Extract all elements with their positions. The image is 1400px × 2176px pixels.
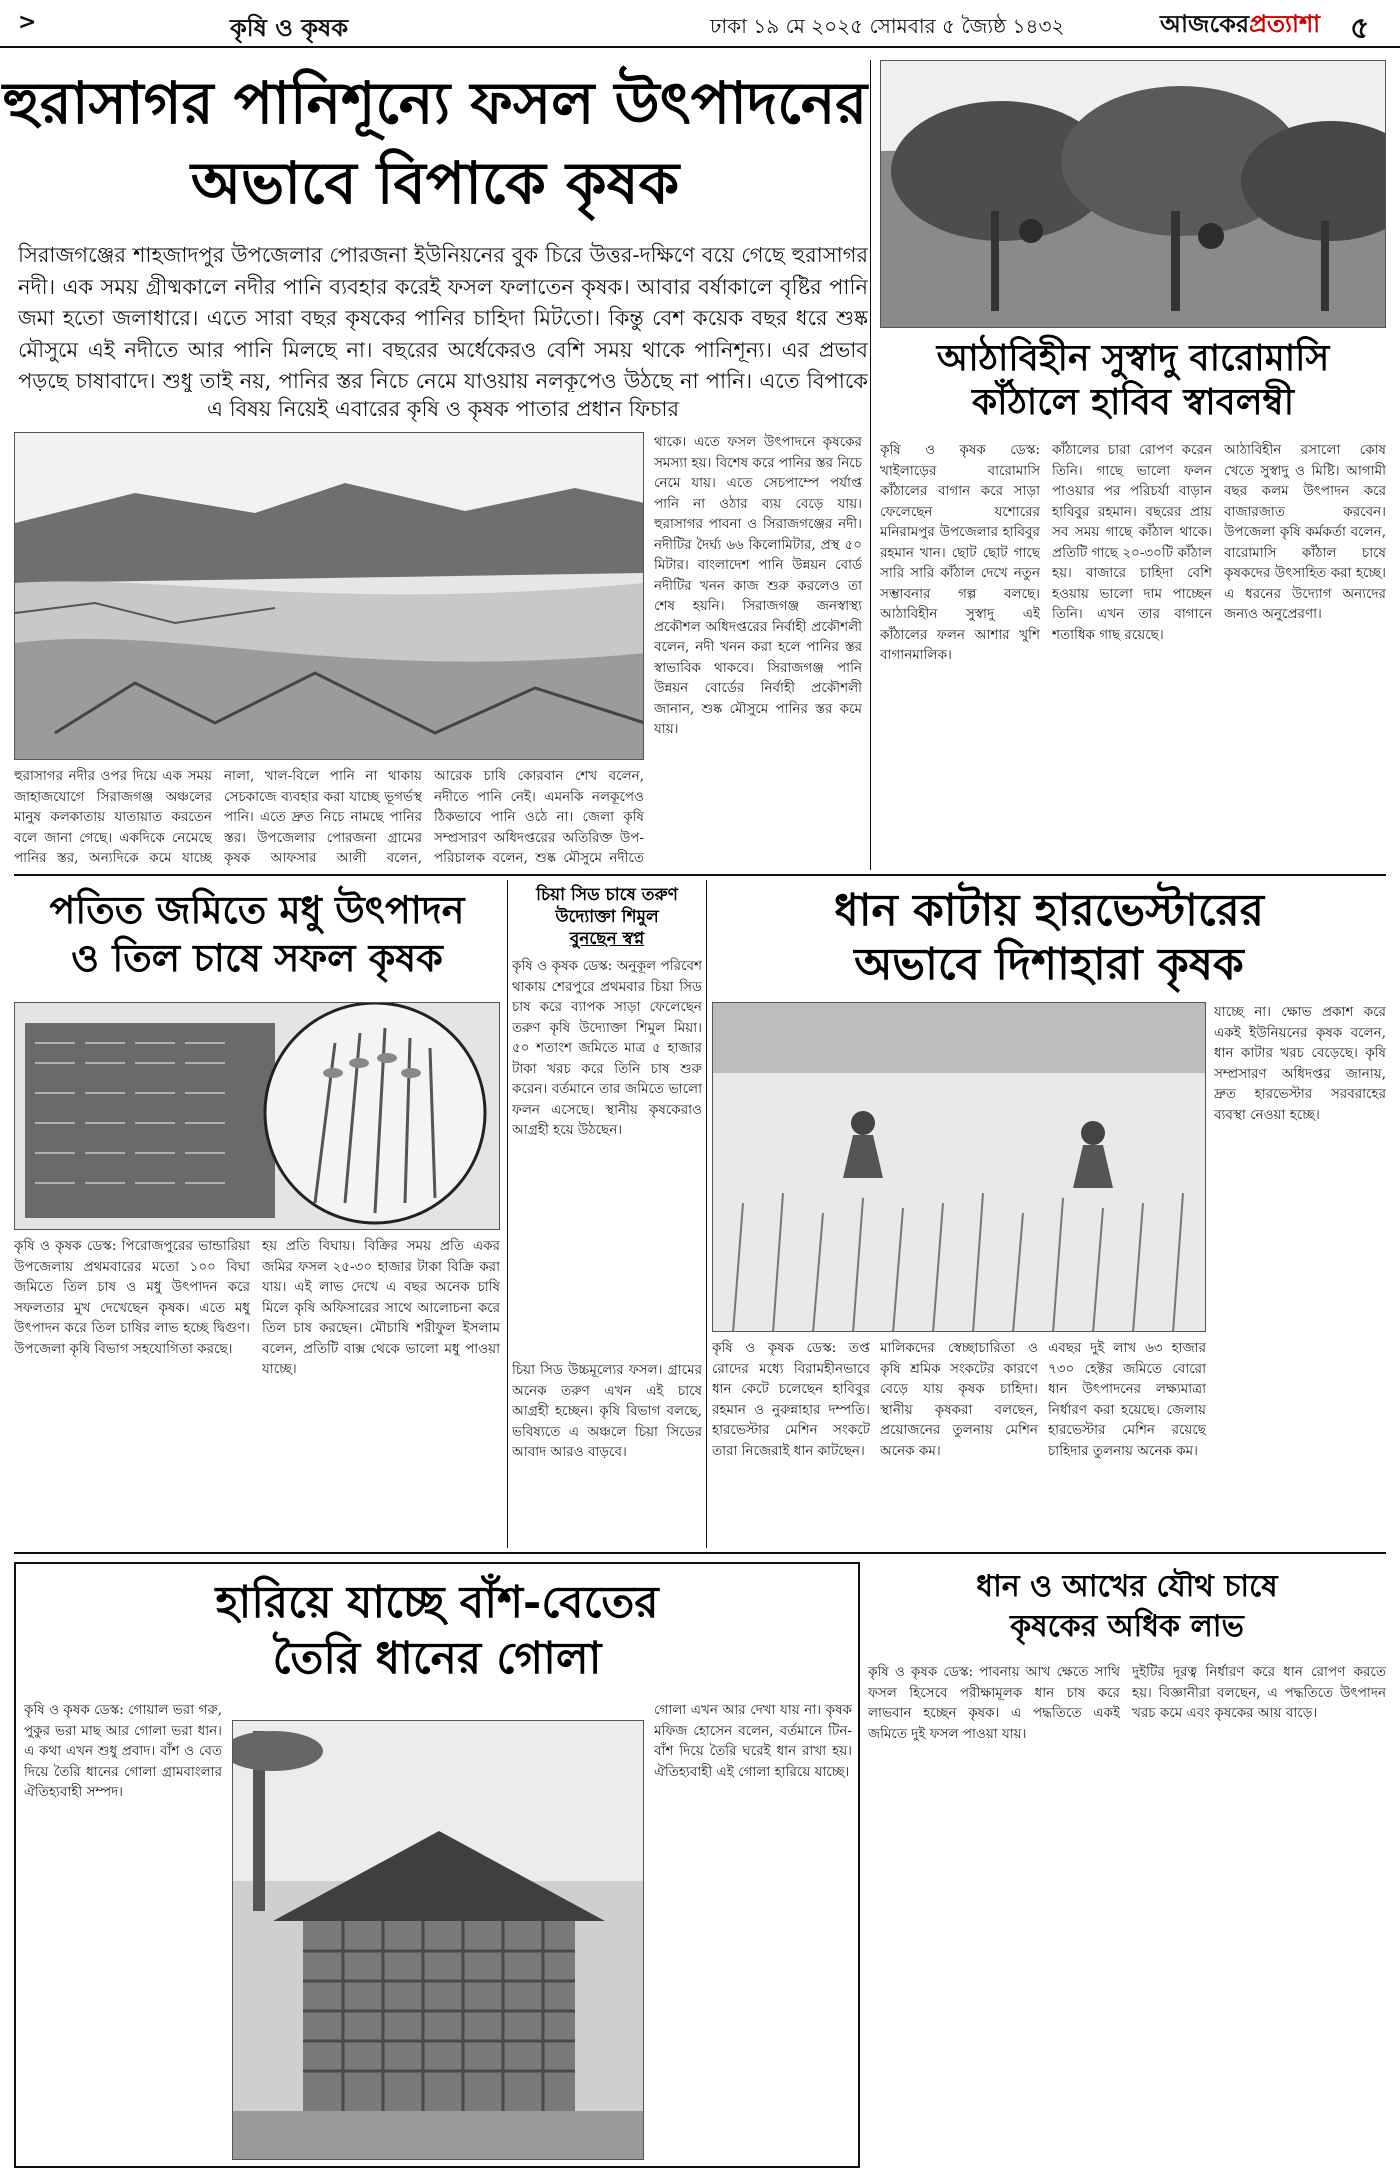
jackfruit-orchard-illustration: [881, 61, 1386, 328]
sugarcane-col-1: কৃষি ও কৃষক ডেস্ক: পাবনায় আখ ক্ষেতে সাথি ফসল হিসেবে পরীক্ষামূলক ধান চাষ করে লাভবান হচ্ছেন কৃষক। এ পদ্ধতিতে একই জমিতে দুই ফসল পাওয়া যায়।: [868, 1664, 1120, 1742]
harvester-headline-line-1: ধান কাটায় হারভেস্টারের: [834, 885, 1264, 936]
jackfruit-col-1: কৃষি ও কৃষক ডেস্ক: খাইলাড়ের বারোমাসি কাঁঠালের বাগান করে সাড়া ফেলেছেন যশোরের মনিরামপুর উপজেলার হাবিবুর রহমান খান। ছোট ছোট গাছে সারি সারি কাঁঠাল দেখে নতুন সম্ভাবনার গল্প বলছে। আঠাবিহীন সুস্বাদু এই কাঁঠালের ফলন আশার খুশি বাগানমালিক।: [880, 442, 1040, 664]
jackfruit-col-3: আঠাবিহীন রসালো কোষ খেতে সুস্বাদু ও মিষ্টি। আগামী বছর কলম উৎপাদন করে বাজারজাত করবেন। উপজেলা কৃষি কর্মকর্তা বলেন, বারোমাসি কাঁঠাল চাষে কৃষকদের উৎসাহিত করা হচ্ছে। এ ধরনের উদ্যোগ অন্যদের জন্যও অনুপ্রেরণা।: [1224, 442, 1386, 623]
divider: [14, 1552, 1386, 1554]
page-number: ৫: [1350, 11, 1370, 46]
divider: [870, 60, 871, 870]
prev-page-arrow-icon[interactable]: >: [18, 10, 37, 35]
main-col-b: নালা, খাল-বিলে পানি না থাকায় সেচকাজে ব্যবহার করা যাচ্ছে ভূগর্ভস্থ পানি। এতে দ্রুত নিচে নামছে পানির স্তর। উপজেলার পোরজনা গ্রামের কৃষক আফসার আলী বলেন,: [224, 768, 422, 867]
chia-headline-line-2: উদ্যোক্তা শিমুল: [555, 907, 659, 927]
dry-river-illustration: [15, 433, 644, 760]
paddy-harvest-illustration: [713, 1003, 1206, 1332]
granary-headline-line-1: হারিয়ে যাচ্ছে বাঁশ-বেতের: [215, 1577, 659, 1628]
divider: [706, 880, 707, 1548]
sugarcane-headline-line-1: ধান ও আখের যৌথ চাষে: [976, 1569, 1278, 1604]
jackfruit-headline-line-2: কাঁঠালে হাবিব স্বাবলম্বী: [971, 381, 1295, 423]
main-lead: সিরাজগঞ্জের শাহজাদপুর উপজেলার পোরজনা ইউনিয়নের বুক চিরে উত্তর-দক্ষিণে বয়ে গেছে হুরাসাগর নদী। এক সময় গ্রীষ্মকালে নদীর পানি ব্যবহার করেই ফসল ফলাতেন কৃষক। আবার বর্ষাকালে বৃষ্টির পানি জমা হতো জলাধারে। এতে সারা বছর কৃষকের পানির চাহিদা মিটতো। কিন্তু বেশ কয়েক বছর ধরে শুষ্ক মৌসুমে এই নদীতে আর পানি মিলছে না। বছরের অর্ধেকেরও বেশি সময় থাকে পানিশূন্য। এর প্রভাব পড়ছে চাষাবাদে। শুধু তাই নয়, পানির স্তর নিচে নেমে যাওয়ায় নলকূপেও উঠছে না পানি। এতে বিপাকে: [18, 243, 868, 392]
honey-headline-line-2: ও তিল চাষে সফল কৃষক: [71, 935, 443, 980]
newspaper-logo: [1160, 6, 1320, 46]
granary-col-1: কৃষি ও কৃষক ডেস্ক: গোয়াল ভরা গরু, পুকুর ভরা মাছ আর গোলা ভরা ধান। এ কথা এখন শুধু প্রবাদ। বাঁশ ও বেত দিয়ে তৈরি ধানের গোলা গ্রামবাংলার ঐতিহ্যবাহী সম্পদ।: [24, 1702, 222, 1801]
honey-headline-line-1: পতিত জমিতে মধু উৎপাদন: [49, 887, 465, 932]
harvester-col-1: কৃষি ও কৃষক ডেস্ক: তপ্ত রোদের মধ্যে বিরামহীনভাবে ধান কেটে চলেছেন হাবিবুর রহমান ও নুরুন্নাহার দম্পতি। হারভেস্টার মেশিন সংকটে তারা নিজেরাই ধান কাটছেন।: [712, 1340, 870, 1459]
main-lead-last-line: এ বিষয় নিয়েই এবারের কৃষি ও কৃষক পাতার প্রধান ফিচার: [206, 397, 680, 421]
divider: [507, 880, 508, 1548]
main-headline-line-1: হুরাসাগর পানিশূন্যে ফসল উৎপাদনের: [2, 69, 868, 137]
section-name: কৃষি ও কৃষক: [230, 14, 349, 42]
honey-col-1: কৃষি ও কৃষক ডেস্ক: পিরোজপুরের ভান্ডারিয়া উপজেলায় প্রথমবারের মতো ১০০ বিঘা জমিতে তিল চাষ ও মধু উৎপাদন করে সফলতার মুখ দেখেছেন কৃষক। এতে মধু উৎপাদন করে তিল চাষির লাভ হচ্ছে দ্বিগুণ। উপজেলা কৃষি বিভাগ সহযোগিতা করছে।: [14, 1238, 250, 1357]
jackfruit-col-2: কাঁঠালের চারা রোপণ করেন তিনি। গাছে ভালো ফলন পাওয়ার পর পরিচর্যা বাড়ান হাবিবুর রহমান। বছরের প্রায় সব সময় গাছে কাঁঠাল থাকে। প্রতিটি গাছে ২০-৩০টি কাঁঠাল হয়। বাজারে চাহিদা বেশি হওয়ায় ভালো দাম পাচ্ছেন তিনি। এখন তার বাগানে শতাধিক গাছ রয়েছে।: [1052, 442, 1212, 643]
honeycomb-sesame-photo: [14, 1002, 500, 1230]
harvester-headline-line-2: অভাবে দিশাহারা কৃষক: [854, 939, 1244, 990]
main-col-c: আরেক চাষি কোরবান শেখ বলেন, নদীতে পানি নেই। এমনকি নলকূপেও ঠিকভাবে পানি ওঠে না। জেলা কৃষি সম্প্রসারণ অধিদপ্তরের অতিরিক্ত উপ-পরিচালক বলেন, শুষ্ক মৌসুমে নদীতে: [434, 768, 644, 867]
main-col-d: থাকে। এতে ফসল উৎপাদনে কৃষকের সমস্যা হয়। বিশেষ করে পানির স্তর নিচে নেমে যায়। এতে সেচপাম্পে পর্যাপ্ত পানি না ওঠার ব্যয় বেড়ে যায়। হুরাসাগর পাবনা ও সিরাজগঞ্জের নদী। নদীটির দৈর্ঘ্য ৬৬ কিলোমিটার, প্রস্থ ৫০ মিটার। বাংলাদেশ পানি উন্নয়ন বোর্ড নদীটির খনন কাজ শুরু করলেও তা শেষ হয়নি। সিরাজগঞ্জ জনস্বাস্থ্য প্রকৌশল অধিদপ্তরের নির্বাহী প্রকৌশলী বলেন, নদী খনন করা হলে পানির স্তর স্বাভাবিক থাকবে। সিরাজগঞ্জ পানি উন্নয়ন বোর্ডের নির্বাহী প্রকৌশলী জানান, শুষ্ক মৌসুমে পানির স্তর কমে যায়।: [654, 434, 862, 738]
divider: [14, 874, 1386, 876]
logo-word-1: আজকের: [1160, 10, 1250, 38]
logo-word-2: প্রত্যাশা: [1249, 10, 1321, 38]
harvester-col-3: এবছর দুই লাখ ৬৩ হাজার ৭৩০ হেক্টর জমিতে বোরো ধান উৎপাদনের লক্ষ্যমাত্রা নির্ধারণ করা হয়েছে। জেলায় হারভেস্টার মেশিন রয়েছে চাহিদার তুলনায় অনেক কম।: [1048, 1340, 1206, 1459]
harvester-col-2: মালিকদের স্বেচ্ছাচারিতা ও কৃষি শ্রমিক সংকটের কারণে বেড়ে যায় কৃষক চাহিদা। স্থানীয় কৃষকরা বলছেন, প্রয়োজনের তুলনায় মেশিন অনেক কম।: [880, 1340, 1038, 1459]
paddy-harvest-photo: [712, 1002, 1206, 1332]
granary-col-2: গোলা এখন আর দেখা যায় না। কৃষক মফিজ হোসেন বলেন, বর্তমানে টিন-বাঁশ দিয়ে তৈরি ঘরেই ধান রাখা হয়। ঐতিহ্যবাহী এই গোলা হারিয়ে যাচ্ছে।: [654, 1702, 852, 1780]
honeycomb-sesame-illustration: [15, 1003, 500, 1230]
chia-headline-line-1: চিয়া সিড চাষে তরুণ: [536, 885, 678, 905]
harvester-col-4: যাচ্ছে না। ক্ষোভ প্রকাশ করে একই ইউনিয়নের কৃষক বলেন, ধান কাটার খরচ বেড়েছে। কৃষি সম্প্রসারণ অধিদপ্তর জানায়, দ্রুত হারভেস্টার সরবরাহের ব্যবস্থা নেওয়া হচ্ছে।: [1214, 1004, 1386, 1123]
chia-col-2: চিয়া সিড উচ্চমূল্যের ফসল। গ্রামের অনেক তরুণ এখন এই চাষে আগ্রহী হচ্ছেন। কৃষি বিভাগ বলছে, ভবিষ্যতে এ অঞ্চলে চিয়া সিডের আবাদ আরও বাড়বে।: [512, 1362, 702, 1461]
chia-headline-line-3: বুনছেন স্বপ্ন: [569, 929, 645, 949]
dry-river-photo: [14, 432, 644, 760]
sugarcane-col-2: দুইটির দূরত্ব নির্ধারণ করে ধান রোপণ করতে হয়। বিজ্ঞানীরা বলছেন, এ পদ্ধতিতে উৎপাদন খরচ কমে এবং কৃষকের আয় বাড়ে।: [1132, 1664, 1386, 1722]
honey-col-2: হয় প্রতি বিঘায়। বিক্রির সময় প্রতি একর জমির ফসল ২৫-৩০ হাজার টাকা বিক্রি করা যায়। এই লাভ দেখে এ বছর অনেক চাষি মিলে কৃষি অফিসারের সাথে আলোচনা করে তিল চাষ করছেন। মৌচাষি শরীফুল ইসলাম বলেন, প্রতিটি বাক্স থেকে ভালো মধু পাওয়া যাচ্ছে।: [262, 1238, 500, 1378]
main-col-a: হুরাসাগর নদীর ওপর দিয়ে এক সময় জাহাজযোগে সিরাজগঞ্জ অঞ্চলের মানুষ কলকাতায় যাতায়াত করতেন বলে জানা গেছে। একদিকে নেমেছে পানির স্তর, অন্যদিকে কমে যাচ্ছে: [14, 768, 212, 867]
chia-col-1: কৃষি ও কৃষক ডেস্ক: অনুকূল পরিবেশ থাকায় শেরপুরে প্রথমবার চিয়া সিড চাষ করে ব্যাপক সাড়া ফেলেছেন তরুণ কৃষি উদ্যোক্তা শিমুল মিয়া। ৫০ শতাংশ জমিতে মাত্র ৫ হাজার টাকা খরচ করে তিনি চাষ শুরু করেন। বর্তমানে তার জমিতে ভালো ফলন এসেছে। স্থানীয় কৃষকেরাও আগ্রহী হয়ে উঠছেন।: [512, 958, 702, 1139]
sugarcane-headline-line-2: কৃষকের অধিক লাভ: [1010, 1609, 1244, 1644]
jackfruit-headline-line-1: আঠাবিহীন সুস্বাদু বারোমাসি: [936, 337, 1330, 379]
issue-date: ঢাকা ১৯ মে ২০২৫ সোমবার ৫ জ্যৈষ্ঠ ১৪৩২: [710, 14, 1065, 38]
granary-headline-line-2: তৈরি ধানের গোলা: [272, 1633, 602, 1684]
page-header: [0, 0, 1400, 48]
jackfruit-orchard-photo: [880, 60, 1386, 328]
granary-hut-photo: [232, 1720, 644, 2160]
main-headline-line-2: অভাবে বিপাকে কৃষক: [190, 149, 680, 217]
granary-hut-illustration: [233, 1721, 644, 2160]
